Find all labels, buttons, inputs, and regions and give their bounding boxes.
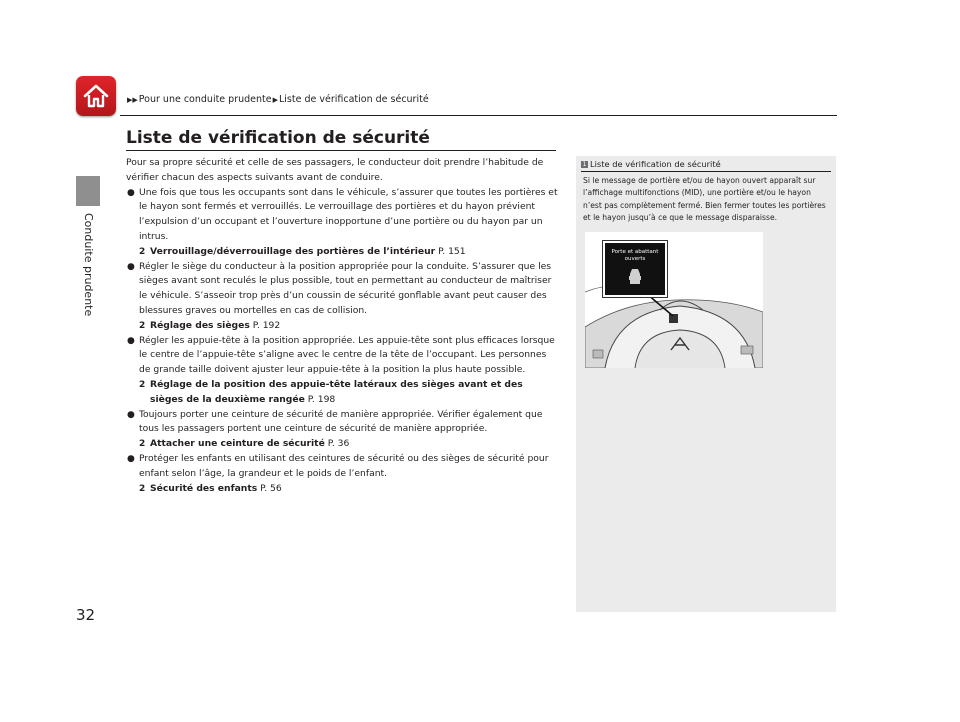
checklist-item-text: Toujours porter une ceinture de sécurité de manière appropriée. Vérifier également que tous les passagers portent une ceinture de sécurité de manière appropriée. bbox=[139, 408, 543, 435]
sidebar-note bbox=[576, 156, 836, 612]
page-number: 32 bbox=[76, 606, 96, 624]
checklist-item-text: Une fois que tous les occupants sont dans le véhicule, s’assurer que toutes les portières et le hayon sont fermés et verrouillés. Le verrouillage des portières et du hayon prévient l’expulsion d’un occupant et l’ouverture inopportune d’une portière ou du hayon par un intrus. bbox=[139, 186, 558, 242]
chapter-tab-marker bbox=[76, 176, 100, 206]
checklist-item bbox=[126, 186, 558, 245]
bullet-icon: ● bbox=[127, 409, 135, 420]
checklist-item-text: Régler le siège du conducteur à la position appropriée pour la conduite. S’assurer que les sièges avant sont reculés le plus possible, tout en permettant au conducteur de maîtriser le véhicule. S’asseoir trop près d’un coussin de sécurité gonflable avant peut causer des blessures graves ou mortelles en cas de collision. bbox=[139, 260, 552, 316]
note-divider bbox=[581, 171, 831, 172]
cross-reference[interactable] bbox=[126, 245, 558, 260]
bullet-icon: ● bbox=[127, 187, 135, 198]
intro-paragraph: Pour sa propre sécurité et celle de ses passagers, le conducteur doit prendre l’habitude de vérifier chacun des aspects suivants avant de conduire. bbox=[126, 157, 544, 183]
reference-title[interactable]: Verrouillage/déverrouillage des portières de l’intérieur bbox=[150, 245, 436, 257]
breadcrumb-item-page[interactable]: Liste de vérification de sécurité bbox=[279, 94, 429, 105]
reference-title[interactable]: Sécurité des enfants bbox=[150, 482, 258, 494]
reference-page[interactable]: P. 151 bbox=[438, 245, 466, 257]
note-body bbox=[583, 175, 828, 224]
cross-reference[interactable] bbox=[126, 482, 558, 497]
mid-display-callout bbox=[603, 241, 667, 297]
chapter-tab-label: Conduite prudente bbox=[82, 213, 95, 317]
cross-reference[interactable] bbox=[126, 319, 558, 334]
cross-reference[interactable] bbox=[126, 378, 558, 408]
mid-display-message: Porte et abattant ouverts bbox=[611, 249, 659, 262]
reference-arrow-icon: 2 bbox=[139, 379, 146, 390]
header-divider bbox=[120, 115, 837, 116]
bullet-icon: ● bbox=[127, 261, 135, 272]
reference-title[interactable]: Réglage de la position des appuie-tête latéraux des sièges avant et des sièges de la deuxième rangée bbox=[150, 378, 523, 405]
reference-page[interactable]: P. 56 bbox=[260, 482, 282, 494]
page-title: Liste de vérification de sécurité bbox=[126, 128, 430, 148]
main-content bbox=[126, 156, 558, 496]
reference-arrow-icon: 2 bbox=[139, 439, 146, 450]
breadcrumb-arrow-icon: ▶▶ bbox=[127, 95, 138, 104]
title-divider bbox=[126, 150, 556, 151]
home-button[interactable] bbox=[76, 76, 116, 116]
checklist-item-text: Protéger les enfants en utilisant des ceintures de sécurité ou des sièges de sécurité pour enfant selon l’âge, la grandeur et le poids de l’enfant. bbox=[139, 452, 549, 479]
breadcrumb-item-section[interactable]: Pour une conduite prudente bbox=[138, 94, 272, 105]
checklist-item bbox=[126, 452, 558, 482]
reference-page[interactable]: P. 192 bbox=[252, 319, 281, 331]
checklist-item bbox=[126, 408, 558, 438]
home-icon bbox=[82, 83, 110, 109]
dashboard-illustration bbox=[585, 232, 763, 368]
reference-page[interactable]: P. 36 bbox=[327, 438, 350, 450]
note-body-text: Si le message de portière et/ou de hayon ouvert apparaît sur l’affichage multifonctions (MID), une portière et/ou le hayon n’est pas complètement fermé. Bien fermer toutes les portières et le hayon jusqu’à ce que le message disparaisse. bbox=[583, 176, 826, 222]
breadcrumb bbox=[126, 94, 429, 105]
reference-page[interactable]: P. 198 bbox=[307, 393, 336, 405]
reference-title[interactable]: Attacher une ceinture de sécurité bbox=[150, 438, 325, 450]
note-number-badge: 1 bbox=[582, 160, 587, 168]
breadcrumb-arrow-icon: ▶ bbox=[272, 95, 278, 104]
checklist-item bbox=[126, 260, 558, 319]
reference-arrow-icon: 2 bbox=[139, 246, 146, 257]
reference-arrow-icon: 2 bbox=[139, 483, 146, 494]
cross-reference[interactable] bbox=[126, 437, 558, 452]
checklist-item-text: Régler les appuie-tête à la position appropriée. Les appuie-tête sont plus efficaces lorsque le centre de l’appuie-tête s’aligne avec le centre de la tête de l’occupant. Les personnes de grande taille doivent ajuster leur appuie-tête à la position la plus haute possible. bbox=[139, 334, 555, 376]
note-heading bbox=[581, 159, 721, 169]
reference-title[interactable]: Réglage des sièges bbox=[150, 319, 250, 331]
open-door-warning-icon bbox=[628, 268, 642, 286]
bullet-icon: ● bbox=[127, 453, 135, 464]
reference-arrow-icon: 2 bbox=[139, 320, 146, 331]
note-heading-text: Liste de vérification de sécurité bbox=[590, 159, 721, 169]
bullet-icon: ● bbox=[127, 335, 135, 346]
checklist-item bbox=[126, 334, 558, 378]
